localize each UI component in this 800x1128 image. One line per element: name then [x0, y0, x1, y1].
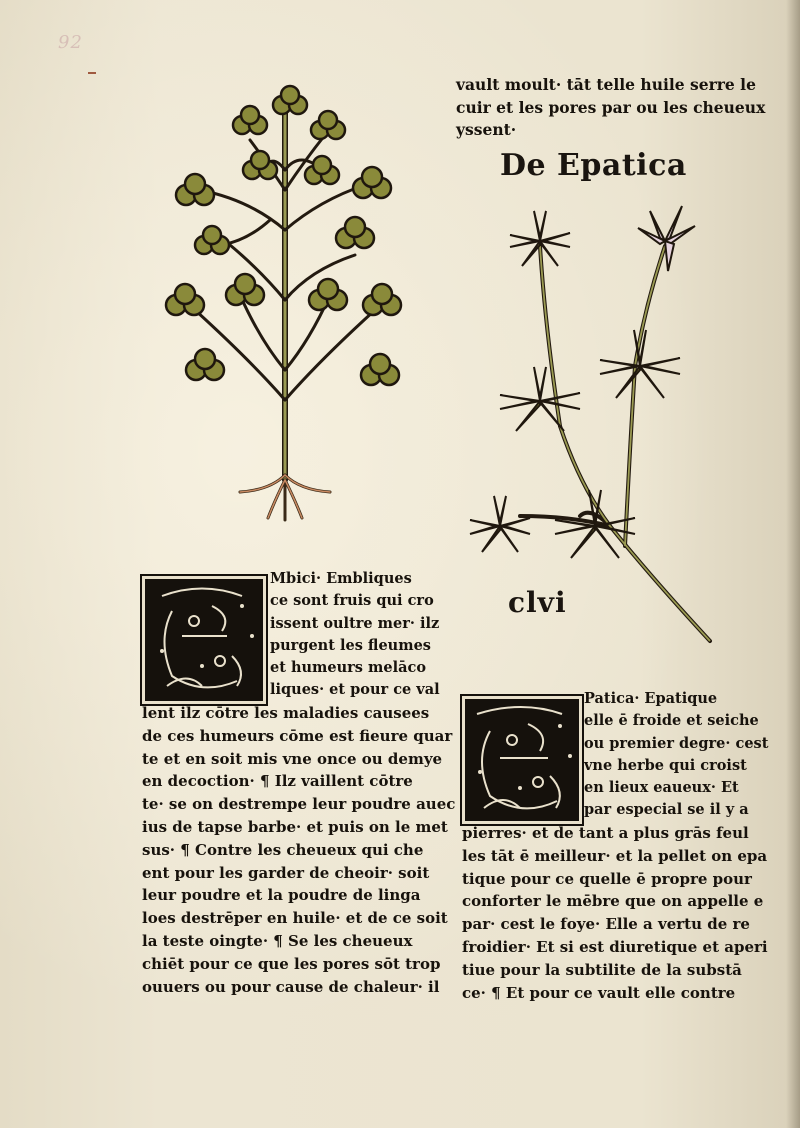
text-line: et humeurs melāco	[270, 659, 426, 677]
text-line: en decoction· ¶ Ilz vaillent cōtre	[142, 772, 413, 791]
text-line: la teste oingte· ¶ Se les cheueux	[142, 931, 413, 950]
text-line: liques· et pour ce val	[270, 681, 440, 699]
text-line: ent pour les garder de cheoir· soit	[142, 863, 430, 882]
text-line: ce· ¶ Et pour ce vault elle contre	[462, 983, 736, 1002]
ink-tick-mark	[88, 72, 96, 74]
text-line: te· se on destrempe leur poudre auec	[142, 795, 456, 814]
text-line: froidier· Et si est diuretique et aperi	[462, 937, 768, 956]
text-line: purgent les fleumes	[270, 636, 431, 654]
plant-with-trefoil-leaves-icon	[150, 80, 420, 540]
text-line: cuir et les pores par ou les cheueux	[456, 97, 766, 117]
text-line: Mbici· Embliques	[270, 570, 412, 587]
text-line: en lieux eaueux· Et	[584, 779, 739, 797]
text-line: issent oultre mer· ilz	[270, 614, 440, 632]
right-column-text	[462, 822, 768, 1004]
text-line: par especial se il y a	[584, 801, 749, 819]
text-line: lent ilz cōtre les maladies causees	[142, 704, 430, 722]
pencil-folio-mark: 92	[58, 32, 83, 53]
woodcut-initial-E-right	[460, 694, 584, 826]
text-line: sus· ¶ Contre les cheueux qui che	[142, 840, 424, 859]
text-line: ou premier degre· cest	[584, 734, 769, 752]
text-line: yssent·	[456, 120, 517, 140]
text-line: Patica· Epatique	[584, 690, 718, 707]
folio-number: clvi	[508, 586, 567, 619]
text-line: tique pour ce quelle ē propre pour	[462, 869, 752, 888]
section-heading: De Epatica	[500, 148, 687, 183]
text-line: tiue pour la subtilite de la substā	[462, 960, 742, 979]
page-gutter-shadow	[786, 0, 800, 1128]
left-column-text	[142, 702, 455, 998]
text-line: conforter le mēbre que on appelle e	[462, 892, 764, 911]
text-line: elle ē froide et seiche	[584, 712, 759, 730]
text-line: par· cest le foye· Elle a vertu de re	[462, 915, 750, 934]
woodcut-initial-E-left	[140, 574, 268, 706]
text-line: leur poudre et la poudre de linga	[142, 886, 421, 905]
text-line: vault moult· tāt telle huile serre le	[456, 75, 756, 94]
text-line: de ces humeurs cōme est fieure quar	[142, 726, 453, 745]
text-line: chiēt pour ce que les pores sōt trop	[142, 954, 441, 973]
epatica-star-leaf-plant-icon	[460, 196, 730, 656]
text-line: te et en soit mis vne once ou demye	[142, 749, 443, 768]
right-column-first-lines	[584, 688, 768, 822]
text-line: ius de tapse barbe· et puis on le met	[142, 817, 448, 836]
text-line: loes destrēper en huile· et de ce soit	[142, 909, 448, 928]
text-line: pierres· et de tant a plus grās feul	[462, 824, 749, 842]
text-line: les tāt ē meilleur· et la pellet on epa	[462, 846, 768, 865]
continuation-text	[456, 74, 765, 142]
text-line: ce sont fruis qui cro	[270, 592, 434, 610]
text-line: vne herbe qui croist	[584, 756, 747, 774]
left-column-first-lines	[270, 568, 440, 702]
text-line: ouuers ou pour cause de chaleur· il	[142, 977, 440, 996]
